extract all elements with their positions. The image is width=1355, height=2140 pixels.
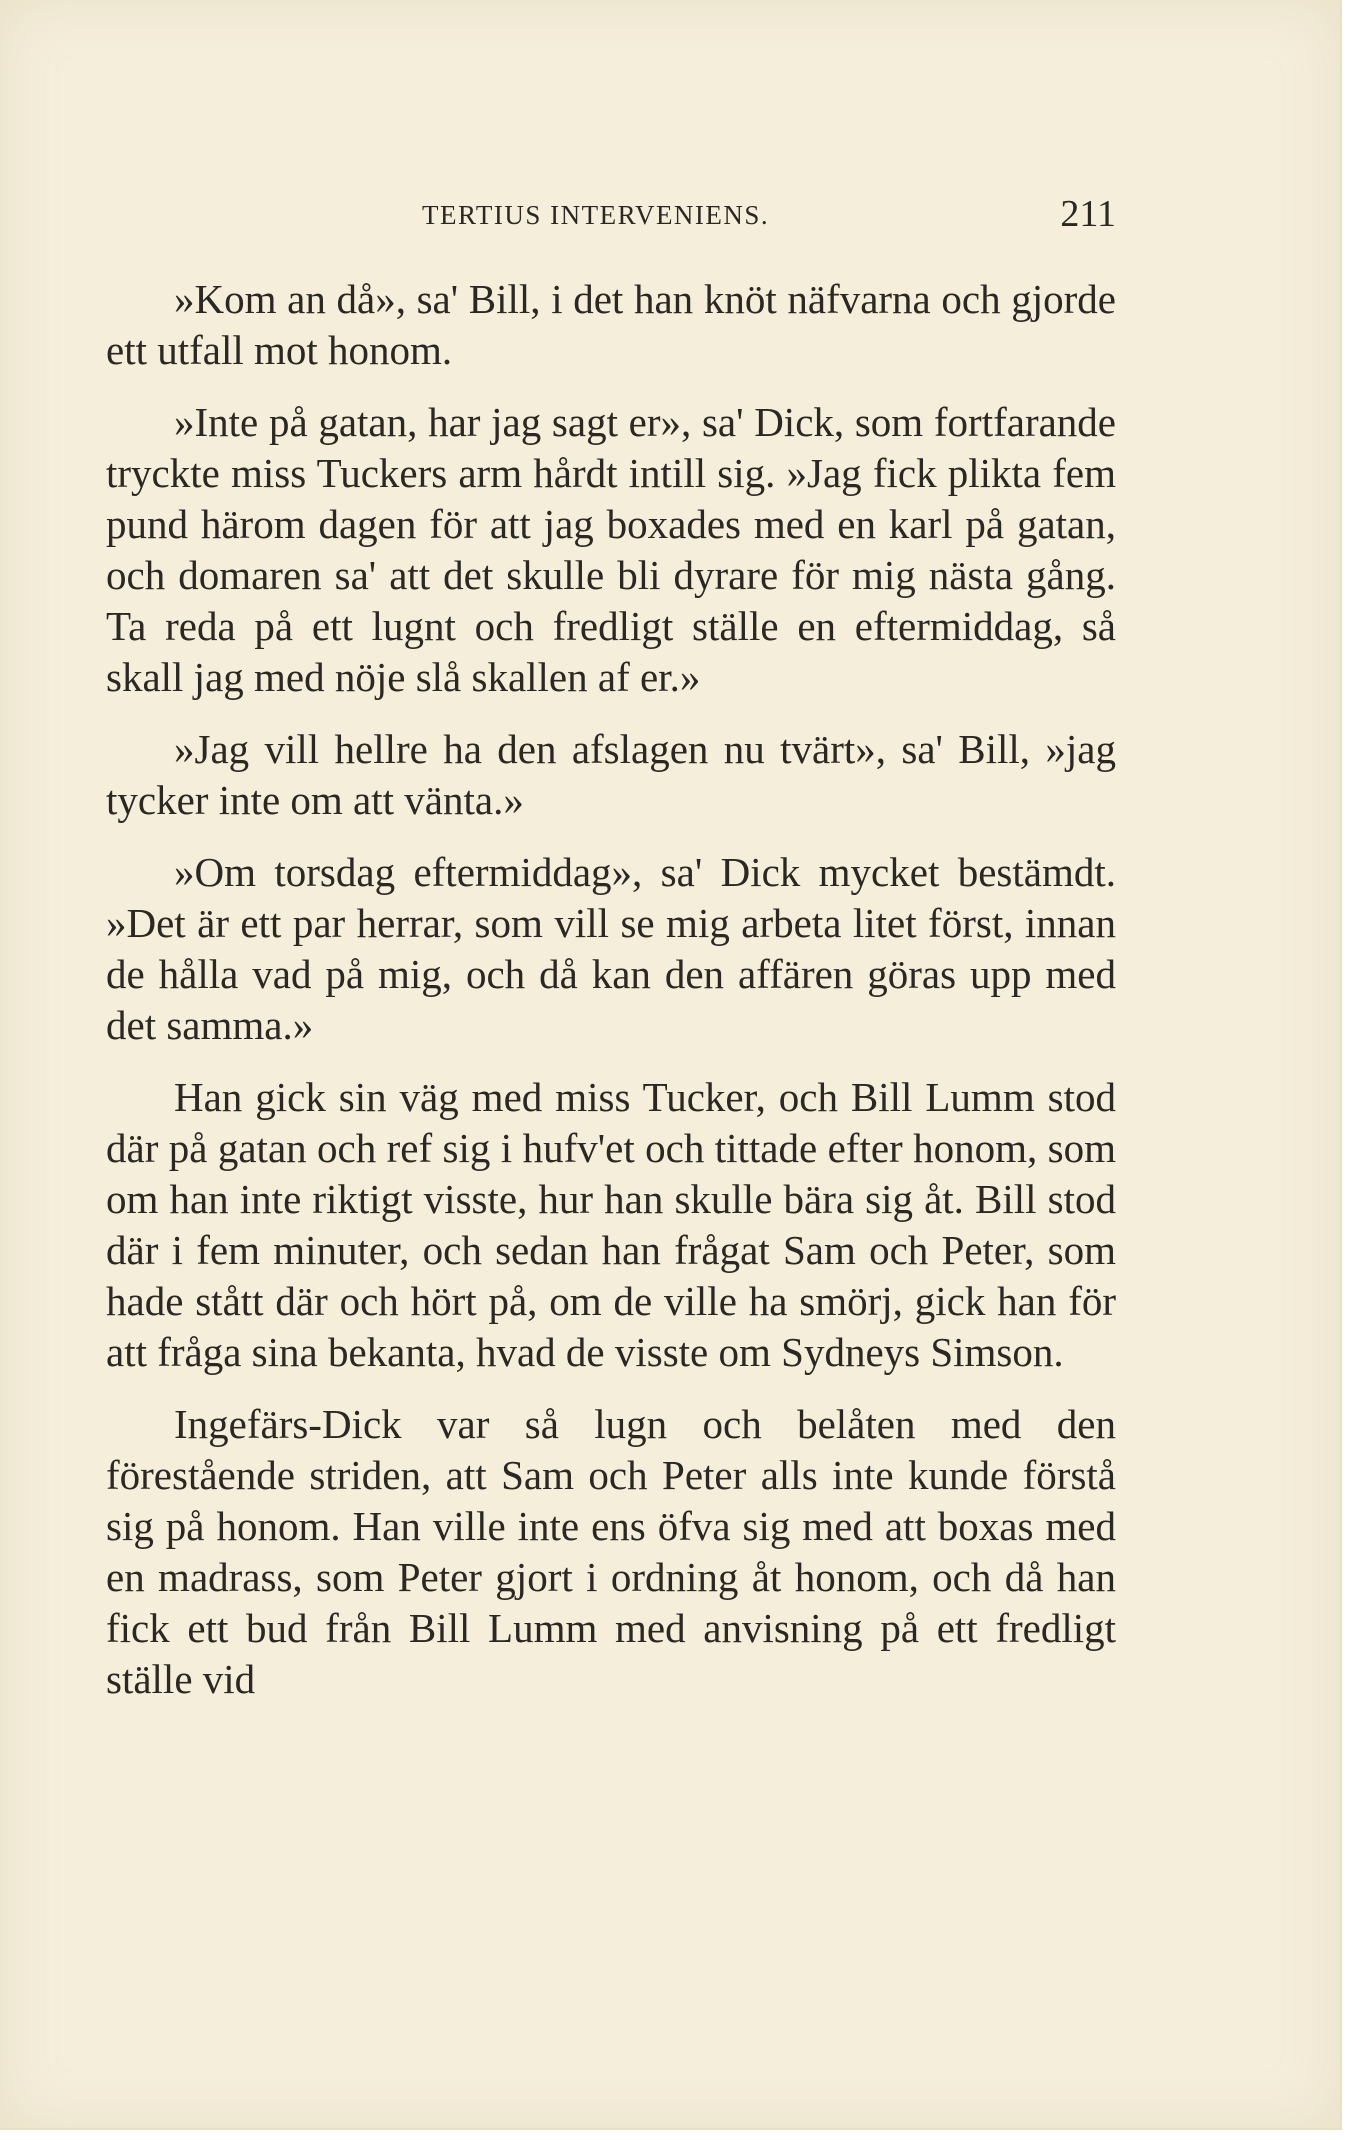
- running-head-title: TERTIUS INTERVENIENS.: [422, 200, 770, 230]
- paragraph: »Inte på gatan, har jag sagt er», sa' Dick, som fortfarande tryckte miss Tuckers arm hårdt intill sig. »Jag fick plikta fem pund härom dagen för att jag boxades med en karl på gatan, och domaren sa' att det skulle bli dyrare för mig nästa gång. Ta reda på ett lugnt och fredligt ställe en eftermiddag, så skall jag med nöje slå skallen af er.»: [106, 399, 1116, 700]
- paragraph: Ingefärs-Dick var så lugn och belåten med den förestående striden, att Sam och Peter alls inte kunde förstå sig på honom. Han ville inte ens öfva sig med att boxas med en madrass, som Peter gjort i ordning åt honom, och då han fick ett bud från Bill Lumm med anvisning på ett fredligt ställe vid: [106, 1401, 1116, 1702]
- page-number: 211: [1060, 193, 1116, 235]
- running-head: [106, 190, 1116, 260]
- paragraph: Han gick sin väg med miss Tucker, och Bill Lumm stod där på gatan och ref sig i hufv'et och tittade efter honom, som om han inte riktigt visste, hur han skulle bära sig åt. Bill stod där i fem minuter, och sedan han frågat Sam och Peter, som hade stått där och hört på, om de ville ha smörj, gick han för att fråga sina bekanta, hvad de visste om Sydneys Simson.: [106, 1074, 1116, 1375]
- paragraph: »Om torsdag eftermiddag», sa' Dick mycket bestämdt. »Det är ett par herrar, som vill se mig arbeta litet först, innan de hålla vad på mig, och då kan den affären göras upp med det samma.»: [106, 849, 1116, 1048]
- paragraph: »Jag vill hellre ha den afslagen nu tvärt», sa' Bill, »jag tycker inte om att vänta.»: [106, 726, 1116, 823]
- body-text: [106, 274, 1116, 1705]
- paragraph: »Kom an då», sa' Bill, i det han knöt näfvarna och gjorde ett utfall mot honom.: [106, 276, 1116, 373]
- text-block: [106, 190, 1116, 1726]
